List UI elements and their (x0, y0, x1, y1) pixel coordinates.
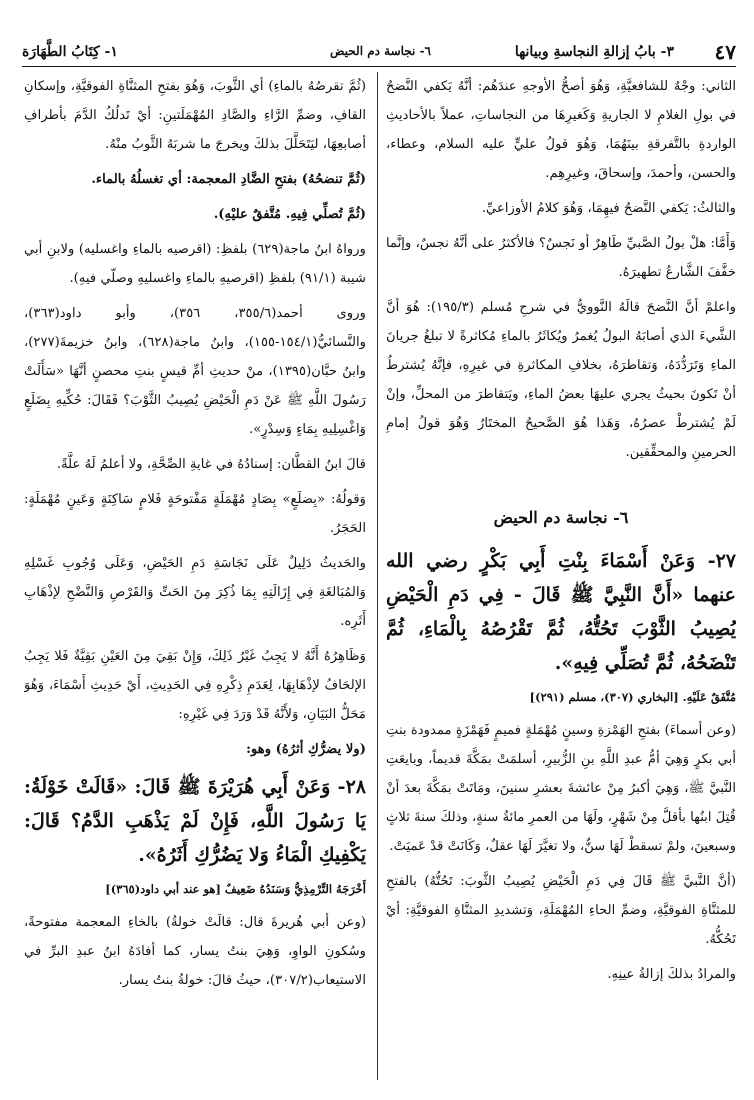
paragraph: (ولا يضرُّكِ أثرُهُ) وهو: (246, 742, 366, 757)
hadith-source: مُتَّفَقٌ عَلَيْهِ. [البخاري (٣٠٧)، مسلم (٢٩١)] (529, 690, 736, 704)
right-column (386, 72, 736, 1086)
column-divider (377, 72, 378, 1080)
paragraph: ورواهُ ابنُ ماجة(٦٢٩) بلفظِ: (اقرصيه بالماءِ واغسليه) ولابنِ أبي شيبة (٩١/١) بلفظِ (اقرصيهِ بالماءِ واغسليهِ وصلّي فيهِ). (24, 242, 366, 286)
paragraph: (ثُمَّ تقرصُهُ بالماءِ) أي الثَّوبَ، وَهُوَ بفتحِ المثنَّاةِ الفوقيَّةِ، وإسكانِ القافِ، وضمِّ الرَّاءِ والصَّادِ المُهْمَلَتينِ: أيْ تَدلُكُ الدَّمَ بأطرافِ أصابعِهَا، ليَتَحَلَّلَ بذلكَ ويخرجَ ما شربَهُ الثَّوبُ منْهُ. (24, 79, 366, 152)
paragraph: (أنَّ النَّبيَّ ﷺ قَالَ فِي دَمِ الْحَيْضِ يُصِيبُ الثَّوبَ: تَحُتُّهُ) بالفتحِ للمثنَّاةِ الفوقيَّةِ، وضمِّ الحاءِ المُهْمَلَةِ، وَتشديدِ المثنَّاةِ الفوقيَّةِ: أيْ تَحُكُّهُ. (386, 874, 736, 947)
paragraph: الثاني: وجْهٌ للشافعيَّةِ، وَهُوَ أصحُّ الأوجهِ عندَهُم: أنَّهُ يَكفي النَّضحُ في بولِ الغلامِ لا الجاريةِ وَكَغيرِهَا من النجاساتِ، عملاً بالأحاديثِ الواردةِ بالتَّفرقةِ بينَهُمَا، وَهُوَ قولُ عليٍّ عليه السلام، وعطاء، والحسن، وأحمدَ، وإسحاقَ، وغيرِهِم. (386, 79, 736, 181)
left-column (24, 72, 366, 1086)
paragraph: قالَ ابنُ القطَّان: إسنادُهُ في غايةِ الصِّحَّةِ، ولا أعلمُ لَهُ علَّةً. (56, 457, 366, 472)
page-header (22, 40, 736, 67)
paragraph: (وعن أسماءَ) بفتحِ الهَمْزةِ وسينٍ مُهْمَلةٍ فميمٍ فَهَمْزَةٍ ممدودة بنتِ أبي بكرٍ وَهِيَ أمُّ عبدِ اللَّهِ بنِ الزُّبيرِ، أسلمَتْ بمَكَّةَ قديماً، وبايعَتِ النَّبيَّ ﷺ، وَهِيَ أكبرُ مِنْ عائشةَ بعشرِ سنينَ، ومَاتَتْ بمَكَّةَ بعدَ أنْ قُتِلَ ابنُها بأقلَّ مِنْ شَهْرٍ، ولَهَا من العمرِ مائةُ سنةٍ، وذلكَ سنةَ ثلاثٍ وسبعينَ، ولمْ تسقطْ لَهَا سنٌّ، ولا تغيَّرَ لَهَا عقلٌ، وَكَانَتْ قدْ عَميَتْ. (386, 723, 736, 854)
paragraph: (ثُمَّ تنضحُهُ) بفتحِ الضَّادِ المعجمة: أي تغسلُهُ بالماء. (91, 172, 366, 187)
chapter-title: ٣- بابُ إزالةِ النجاسةِ وبيانها (514, 44, 674, 60)
paragraph: والثالثُ: يَكفي النَّضحُ فيهِمَا، وَهُوَ كلامُ الأوزاعيِّ. (481, 201, 736, 216)
paragraph: وَقولُهُ: «بِضلَعٍ» بِصَادٍ مُهْمَلَةٍ مَفْتوحَةٍ فَلامٍ سَاكِنَةٍ وَعَينٍ مُهْمَلَةٍ: الحَجَرُ. (24, 492, 366, 536)
paragraph: (وعن أبي هُريرةَ قال: قالَتْ خولةُ) بالخاءِ المعجمة مفتوحةً، وسُكونِ الواوِ، وَهِيَ بنتُ يسار، كما أفادَهُ ابنُ عبدِ البرِّ في الاستيعاب(٣٠٧/٢)، حيثُ قالَ: خولةُ بنتُ يسار. (24, 915, 366, 988)
paragraph: وروى أحمد(٣٥٥/٦، ٣٥٦)، وأبو داود(٣٦٣)، والنَّسائيُّ(١٥٤/١-١٥٥)، وابنُ ماجة(٦٢٨)، وابنُ خزيمةَ(٢٧٧)، وابنُ حبَّان(١٣٩٥)، منْ حديثِ أمِّ قيسٍ بنتِ محصنٍ أنَّهَا «سَأَلَتْ رَسُولَ اللَّهِ ﷺ عَنْ دَمِ الْحَيْضِ يُصِيبُ الثَّوْبَ؟ فَقَالَ: حُكِّيهِ بِضَلَعٍ وَاغْسِلِيهِ بِمَاءٍ وَسِدْرٍ». (24, 306, 366, 437)
paragraph: وَأَمَّا: هلْ بولُ الصَّبيِّ طَاهِرٌ أو نَجسٌ؟ فالأكثرُ على أنَّهُ نجسٌ، وإنَّما خفَّفَ الشَّارعُ تطهيرَهُ. (386, 236, 736, 280)
paragraph: والحَديثُ دَلِيلٌ عَلَى نَجَاسَةِ دَمِ الحَيْضِ، وَعَلَى وُجُوبِ غَسْلِهِ وَالمُبَالغَةِ فِي إِزَالَتِهِ بِمَا ذُكِرَ مِنَ الحَتِّ وَالقَرْصِ وَالنَّضْحِ لإذْهَابِ أَثَرِه. (24, 556, 366, 629)
section-heading: ٦- نجاسة دم الحيض (493, 508, 629, 527)
paragraph: وَظَاهِرُهُ أَنَّهُ لا يَجِبُ غَيْرُ ذَلِكَ، وَإِنْ بَقِيَ مِنَ العَيْنِ بَقِيَّةٌ فَلا يَجِبُ الإلحَافُ لإذْهَابِهَا، لِعَدَمِ ذِكْرِهِ فِي الحَدِيثِ، أَيْ حَدِيثِ أَسْمَاءَ، وَهُوَ مَحَلُّ البَيَانِ، وَلأَنَّهُ قَدْ وَرَدَ فِي غَيْرِهِ: (24, 649, 366, 722)
hadith-source: أَخْرَجَهُ التِّرْمِذِيُّ وَسَنَدُهُ ضَعِيفٌ [هو عند أبي داود(٣٦٥)] (105, 882, 366, 896)
paragraph: واعلمْ أنَّ النَّضحَ قالَهُ النَّوويُّ في شرحِ مُسلم (١٩٥/٣): هُوَ أنَّ الشَّيءَ الذي أصابَهُ البولُ يُغمرُ ويُكاثَرُ بالماءِ مُكاثرةً لا تبلغُ جريانَ الماءِ وَتَرَدُّدَهُ، وَتقاطرَهُ، بخلافِ المكاثرةِ في غيرِهِ، فإنَّهُ يُشترطُ أنْ تَكونَ بحيثُ يجري عليهَا بعضُ الماءِ، ويَتقاطرَ من المحلِّ، وإنْ لَمْ يُشترطْ عصرُهُ، وَهَذا هُوَ الصَّحيحُ المختَارُ وَهُوَ قولُ إمامِ الحرمينِ والمحقِّقين. (386, 300, 736, 460)
hadith-text: ٢٨- وَعَنْ أَبِي هُرَيْرَةَ ﷺ قَالَ: «قَالَتْ خَوْلَةُ: يَا رَسُولَ اللَّهِ، فَإِنْ لَمْ يَذْهَبِ الدَّمُ؟ قَالَ: يَكْفِيكِ الْمَاءُ وَلا يَضُرُّكِ أَثَرُهُ». (24, 776, 366, 866)
paragraph: (ثُمَّ تُصلِّي فِيهِ. مُتَّفقٌ عليْهِ). (213, 207, 366, 222)
section-title: ٦- نجاسة دم الحيض (329, 44, 431, 58)
hadith-text: ٢٧- وَعَنْ أَسْمَاءَ بِنْتِ أَبِي بَكْرٍ رضي الله عنهما «أَنَّ النَّبِيَّ ﷺ قَالَ - فِي دَمِ الْحَيْضِ يُصِيبُ الثَّوْبَ تَحُتُّهُ، ثُمَّ تَقْرُصُهُ بِالْمَاءِ، ثُمَّ تَنْضَحُهُ، ثُمَّ تُصَلِّي فِيهِ». (386, 550, 736, 674)
book-title: ١- كِتَابُ الطَّهَارَة (22, 44, 118, 60)
page-number: ٤٧ (714, 40, 736, 64)
paragraph: والمرادُ بذلكَ إزالةُ عينِهِ. (607, 967, 736, 982)
